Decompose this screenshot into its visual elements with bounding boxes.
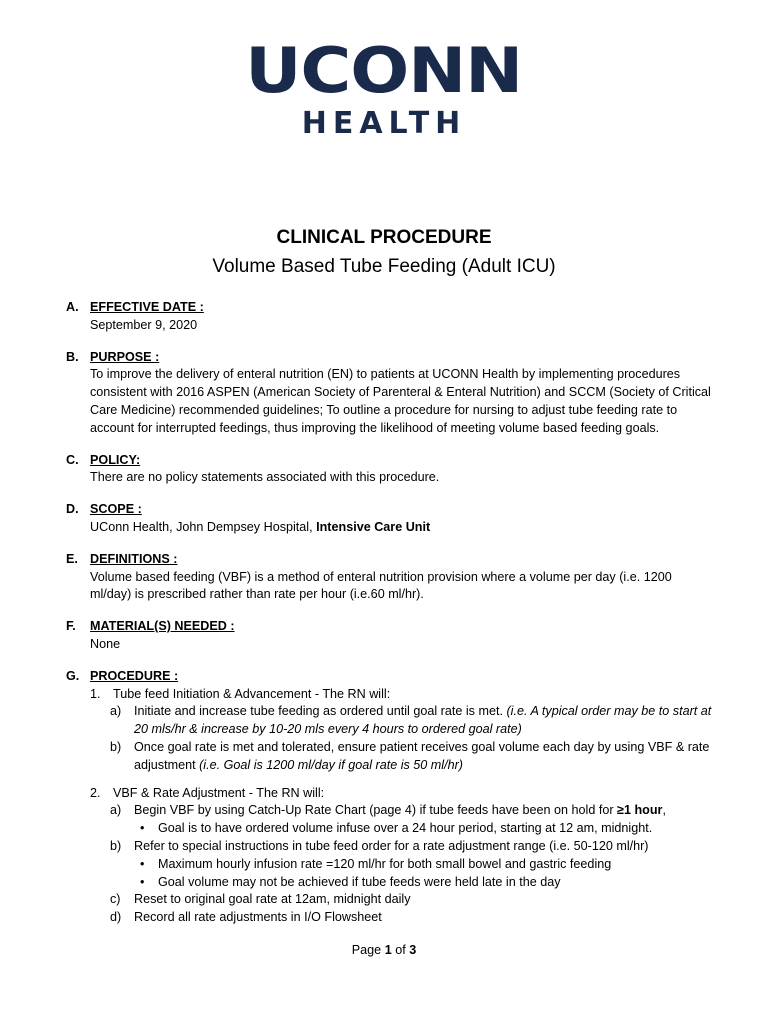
document-body [66,299,716,941]
section-scope [66,501,716,537]
bullet-text: Goal volume may not be achieved if tube feeds were held late in the day [158,874,561,889]
section-letter: G. [66,668,80,683]
page-current: 1 [384,943,392,957]
substep-example: (i.e. A typical order may be to start at 20 mls/hr & increase by 10-20 mls every 4 hours to ordered goal rate) [134,704,712,737]
section-heading: PURPOSE : [90,349,160,364]
section-letter: A. [66,300,79,314]
uconn-health-logo [0,34,768,141]
section-letter: C. [66,452,79,467]
substep-text: Begin VBF by using Catch-Up Rate Chart (page 4) if tube feeds have been on hold for [134,803,618,818]
page-prefix: Page [351,943,385,957]
substep-label: b) [110,739,122,754]
step-number: 1. [90,686,101,701]
substep-text: Record all rate adjustments in I/O Flowsheet [134,910,382,925]
section-letter: E. [66,551,78,566]
procedure-step-1 [90,686,716,704]
logo-wordmark: UCONN [245,34,523,107]
section-body: There are no policy statements associated with this procedure. [90,470,440,485]
section-heading: SCOPE : [90,502,142,517]
procedure-step-2c [90,891,716,909]
scope-unit: Intensive Care Unit [316,519,431,534]
procedure-step-1a [90,703,716,739]
section-purpose [66,349,716,438]
substep-label: c) [110,892,121,907]
procedure-step-2b [90,838,716,856]
bullet-text: Maximum hourly infusion rate =120 ml/hr for both small bowel and gastric feeding [158,856,612,871]
bullet-item [90,856,716,874]
page-number [0,943,768,957]
section-body [90,519,716,537]
substep-label: d) [110,910,122,925]
step-number: 2. [90,785,101,800]
section-effective-date [66,299,716,335]
section-procedure [66,668,716,927]
section-heading: POLICY: [90,452,141,467]
section-heading: DEFINITIONS : [90,551,178,566]
bullet-text: Goal is to have ordered volume infuse over a 24 hour period, starting at 12 am, midnight. [158,821,653,836]
logo-subtext: HEALTH [301,106,467,141]
document-subtitle: Volume Based Tube Feeding (Adult ICU) [212,256,556,277]
procedure-step-1b [90,739,716,775]
section-letter: D. [66,502,79,517]
step-text: VBF & Rate Adjustment - The RN will: [113,785,325,800]
section-body: None [90,636,121,651]
bullet-item [90,820,716,838]
section-materials [66,618,716,654]
substep-text: Refer to special instructions in tube feed order for a rate adjustment range (i.e. 50-120 ml/hr) [134,838,649,853]
section-body: Volume based feeding (VBF) is a method of enteral nutrition provision where a volume per day (i.e. 1200 ml/day) is prescribed rather than rate per hour (i.e.60 ml/hr). [90,569,672,602]
page-total: 3 [409,943,417,957]
document-title: CLINICAL PROCEDURE [276,227,492,248]
bullet-icon: • [140,821,145,836]
procedure-step-2a [90,802,716,820]
section-letter: B. [66,349,79,364]
bullet-icon: • [140,856,145,871]
substep-text: Once goal rate is met and tolerated, ensure patient receives goal volume each day by using VBF & rate adjustment [134,739,710,772]
section-letter: F. [66,619,76,634]
section-body: September 9, 2020 [90,317,198,332]
section-body: To improve the delivery of enteral nutrition (EN) to patients at UCONN Health by implementing procedures consistent with 2016 ASPEN (American Society of Parenteral & Enteral Nutrition) and SCCM (Society of Critical Care Medicine) recommended guidelines; To outline a procedure for nursing to adjust tube feeding rate to account for interrupted feedings, thus improving the likelihood of meeting volume based feeding goals. [90,367,711,435]
substep-example: (i.e. Goal is 1200 ml/day if goal rate is 50 ml/hr) [199,757,463,772]
section-heading: MATERIAL(S) NEEDED : [90,619,235,634]
bullet-item [90,874,716,892]
substep-text: Reset to original goal rate at 12am, midnight daily [134,892,411,907]
section-heading: EFFECTIVE DATE : [90,300,204,314]
procedure-step-2d [90,909,716,927]
scope-text: UConn Health, John Dempsey Hospital, [90,519,317,534]
section-policy [66,452,716,488]
substep-label: b) [110,838,122,853]
substep-threshold: ≥1 hour [617,803,663,818]
section-heading: PROCEDURE : [90,668,179,683]
substep-label: a) [110,704,122,719]
substep-label: a) [110,803,122,818]
substep-punct: , [662,803,666,818]
substep-text: Initiate and increase tube feeding as ordered until goal rate is met. [134,704,507,719]
page-of: of [391,943,410,957]
procedure-step-2 [90,785,716,803]
bullet-icon: • [140,874,145,889]
section-definitions [66,551,716,604]
step-text: Tube feed Initiation & Advancement - The RN will: [113,686,391,701]
